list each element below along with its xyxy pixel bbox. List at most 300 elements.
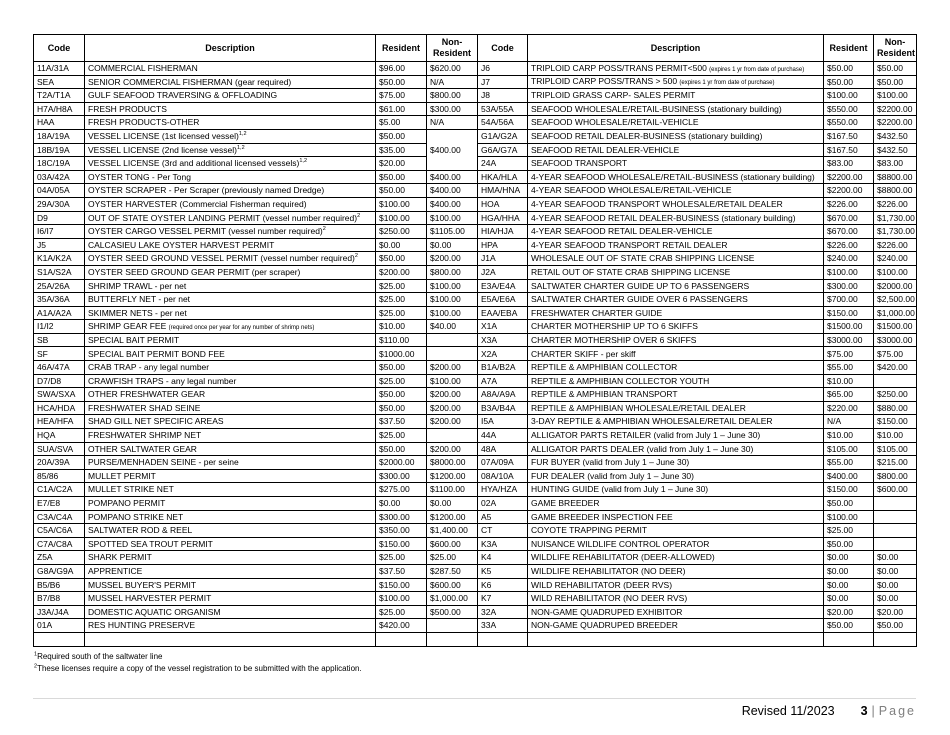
page-label: Page xyxy=(878,704,916,718)
left-resident-cell: $25.00 xyxy=(376,306,427,320)
table-row xyxy=(34,632,917,646)
left-code-cell: D7/D8 xyxy=(34,374,85,388)
right-resident-cell: $700.00 xyxy=(824,293,874,307)
right-description-cell xyxy=(528,524,824,538)
right-description-cell xyxy=(528,333,824,347)
left-resident-cell: $5.00 xyxy=(376,116,427,130)
left-description-cell xyxy=(85,211,376,225)
left-description-text: MULLET PERMIT xyxy=(88,470,156,481)
right-code-cell: X3A xyxy=(478,333,528,347)
left-non-resident-cell: $200.00 xyxy=(427,415,478,429)
left-description-text: VESSEL LICENSE (3rd and additional licensed vessels) xyxy=(88,158,300,169)
left-description-cell xyxy=(85,116,376,130)
right-description-cell xyxy=(528,347,824,361)
left-description-cell xyxy=(85,75,376,89)
right-resident-cell: $550.00 xyxy=(824,102,874,116)
right-description-text: SEAFOOD WHOLESALE/RETAIL-VEHICLE xyxy=(531,117,699,128)
right-code-cell: I5A xyxy=(478,415,528,429)
left-resident-cell: $50.00 xyxy=(376,75,427,89)
right-code-cell: K7 xyxy=(478,592,528,606)
right-resident-cell: $3000.00 xyxy=(824,333,874,347)
left-resident-cell: $100.00 xyxy=(376,211,427,225)
left-non-resident-cell: $100.00 xyxy=(427,374,478,388)
left-non-resident-cell: $287.50 xyxy=(427,564,478,578)
left-resident-cell: $250.00 xyxy=(376,225,427,239)
left-resident-cell: $50.00 xyxy=(376,388,427,402)
left-code-cell: J5 xyxy=(34,238,85,252)
left-resident-header: Resident xyxy=(376,35,427,62)
right-resident-cell: $50.00 xyxy=(824,62,874,76)
left-non-resident-cell: $1200.00 xyxy=(427,510,478,524)
right-non-resident-header: Non-Resident xyxy=(874,35,917,62)
left-empty-cell xyxy=(427,632,478,646)
right-non-resident-cell: $150.00 xyxy=(874,415,917,429)
table-row xyxy=(34,510,917,524)
right-non-resident-cell: $100.00 xyxy=(874,265,917,279)
left-description-cell xyxy=(85,605,376,619)
left-description-cell xyxy=(85,592,376,606)
left-resident-cell: $100.00 xyxy=(376,592,427,606)
right-non-resident-cell xyxy=(874,537,917,551)
right-non-resident-cell: $2000.00 xyxy=(874,279,917,293)
right-code-cell: A5 xyxy=(478,510,528,524)
right-resident-cell: $75.00 xyxy=(824,347,874,361)
right-resident-cell: $226.00 xyxy=(824,197,874,211)
left-resident-cell: $50.00 xyxy=(376,252,427,266)
left-non-resident-cell: $40.00 xyxy=(427,320,478,334)
left-description-cell xyxy=(85,483,376,497)
right-code-cell xyxy=(478,632,528,646)
table-row xyxy=(34,116,917,130)
left-resident-cell: $25.00 xyxy=(376,429,427,443)
right-description-cell xyxy=(528,320,824,334)
left-code-cell: T2A/T1A xyxy=(34,89,85,103)
right-description-cell xyxy=(528,497,824,511)
left-non-resident-cell xyxy=(427,347,478,361)
left-resident-cell: $50.00 xyxy=(376,184,427,198)
right-resident-cell: $50.00 xyxy=(824,537,874,551)
left-non-resident-cell: $100.00 xyxy=(427,279,478,293)
right-resident-cell: $10.00 xyxy=(824,374,874,388)
right-resident-cell: $100.00 xyxy=(824,265,874,279)
right-description-cell xyxy=(528,252,824,266)
right-resident-cell: $0.00 xyxy=(824,578,874,592)
table-row xyxy=(34,429,917,443)
left-description-note: (required once per year for any number of shrimp nets) xyxy=(168,325,315,332)
left-code-cell: C7A/C8A xyxy=(34,537,85,551)
left-description-text: SPECIAL BAIT PERMIT BOND FEE xyxy=(88,348,225,359)
left-description-cell xyxy=(85,320,376,334)
footnote-ref: 1,2 xyxy=(299,158,308,165)
left-non-resident-cell: $200.00 xyxy=(427,401,478,415)
right-code-cell: 54A/56A xyxy=(478,116,528,130)
table-row xyxy=(34,564,917,578)
right-description-cell xyxy=(528,157,824,171)
right-description-note: (expires 1 yr from date of purchase) xyxy=(709,66,805,73)
left-description-cell xyxy=(85,252,376,266)
left-description-text: FRESH PRODUCTS xyxy=(88,103,167,114)
right-resident-cell: $100.00 xyxy=(824,89,874,103)
left-resident-cell: $420.00 xyxy=(376,619,427,633)
table-row xyxy=(34,361,917,375)
fee-table xyxy=(33,34,917,647)
right-code-cell: J7 xyxy=(478,75,528,89)
fee-table-body xyxy=(34,62,917,647)
table-row xyxy=(34,333,917,347)
table-row xyxy=(34,483,917,497)
table-row xyxy=(34,401,917,415)
left-description-text: OYSTER CARGO VESSEL PERMIT (vessel number required) xyxy=(88,226,323,237)
right-description-text: TRIPLOID CARP POSS/TRANS > 500 xyxy=(531,76,678,87)
left-code-cell: C1A/C2A xyxy=(34,483,85,497)
left-non-resident-cell: $0.00 xyxy=(427,497,478,511)
right-description-text: 4-YEAR SEAFOOD TRANSPORT WHOLESALE/RETAIL DEALER xyxy=(531,198,783,209)
left-description-cell xyxy=(85,510,376,524)
right-resident-cell: $0.00 xyxy=(824,551,874,565)
right-resident-cell: $550.00 xyxy=(824,116,874,130)
right-code-header: Code xyxy=(478,35,528,62)
right-code-cell: 53A/55A xyxy=(478,102,528,116)
right-description-cell xyxy=(528,279,824,293)
left-code-cell: C5A/C6A xyxy=(34,524,85,538)
left-description-cell xyxy=(85,429,376,443)
left-resident-cell: $300.00 xyxy=(376,510,427,524)
left-description-text: BUTTERFLY NET - per net xyxy=(88,294,191,305)
table-row xyxy=(34,306,917,320)
table-row xyxy=(34,225,917,239)
left-code-cell: SF xyxy=(34,347,85,361)
left-resident-cell: $75.00 xyxy=(376,89,427,103)
right-description-text: SALTWATER CHARTER GUIDE UP TO 6 PASSENGERS xyxy=(531,280,750,291)
left-description-text: SHRIMP GEAR FEE xyxy=(88,321,167,332)
left-description-cell xyxy=(85,333,376,347)
left-description-text: APPRENTICE xyxy=(88,566,143,577)
right-resident-cell: $50.00 xyxy=(824,619,874,633)
table-row xyxy=(34,374,917,388)
left-description-cell xyxy=(85,184,376,198)
fee-table-container xyxy=(33,34,916,647)
left-code-cell: SEA xyxy=(34,75,85,89)
left-description-cell xyxy=(85,157,376,171)
table-row xyxy=(34,184,917,198)
left-non-resident-cell: $800.00 xyxy=(427,89,478,103)
left-description-text: FRESHWATER SHAD SEINE xyxy=(88,402,201,413)
right-non-resident-cell: $250.00 xyxy=(874,388,917,402)
left-description-text: DOMESTIC AQUATIC ORGANISM xyxy=(88,606,221,617)
left-description-cell xyxy=(85,524,376,538)
left-resident-cell: $0.00 xyxy=(376,238,427,252)
left-description-text: CALCASIEU LAKE OYSTER HARVEST PERMIT xyxy=(88,239,275,250)
table-row xyxy=(34,497,917,511)
right-description-text: SEAFOOD WHOLESALE/RETAIL-BUSINESS (stationary building) xyxy=(531,103,782,114)
left-resident-cell: $150.00 xyxy=(376,578,427,592)
right-description-text: WILD REHABILITATOR (DEER RVS) xyxy=(531,579,673,590)
right-non-resident-cell: $1500.00 xyxy=(874,320,917,334)
left-non-resident-cell: $25.00 xyxy=(427,551,478,565)
right-code-cell: J2A xyxy=(478,265,528,279)
table-row xyxy=(34,279,917,293)
left-resident-cell: $50.00 xyxy=(376,401,427,415)
right-code-cell: CT xyxy=(478,524,528,538)
left-resident-cell: $25.00 xyxy=(376,374,427,388)
left-non-resident-cell xyxy=(427,333,478,347)
right-non-resident-cell: $8800.00 xyxy=(874,184,917,198)
left-description-text: RES HUNTING PRESERVE xyxy=(88,620,196,631)
table-row xyxy=(34,170,917,184)
right-code-cell: HOA xyxy=(478,197,528,211)
right-code-cell: J6 xyxy=(478,62,528,76)
left-resident-cell: $200.00 xyxy=(376,265,427,279)
right-non-resident-cell: $1,000.00 xyxy=(874,306,917,320)
left-description-text: FRESHWATER SHRIMP NET xyxy=(88,430,202,441)
left-description-cell xyxy=(85,279,376,293)
left-description-text: SKIMMER NETS - per net xyxy=(88,307,187,318)
right-non-resident-cell: $432.50 xyxy=(874,143,917,157)
right-description-text: WILDLIFE REHABILITATOR (NO DEER) xyxy=(531,566,686,577)
left-non-resident-cell: $620.00 xyxy=(427,62,478,76)
right-description-cell xyxy=(528,184,824,198)
footnote-1-text: Required south of the saltwater line xyxy=(37,652,163,661)
right-non-resident-cell: $10.00 xyxy=(874,429,917,443)
right-description-text: HUNTING GUIDE (valid from July 1 – June 30) xyxy=(531,484,709,495)
right-code-cell: HIA/HJA xyxy=(478,225,528,239)
right-code-cell: K5 xyxy=(478,564,528,578)
left-non-resident-cell: $300.00 xyxy=(427,102,478,116)
left-code-cell: B7/B8 xyxy=(34,592,85,606)
right-resident-cell: $83.00 xyxy=(824,157,874,171)
right-resident-cell: $0.00 xyxy=(824,564,874,578)
right-description-text: 4-YEAR SEAFOOD WHOLESALE/RETAIL-VEHICLE xyxy=(531,185,732,196)
left-description-text: FRESH PRODUCTS-OTHER xyxy=(88,117,200,128)
left-non-resident-cell: $400.00 xyxy=(427,129,478,170)
left-description-cell xyxy=(85,497,376,511)
right-description-text: 4-YEAR SEAFOOD RETAIL DEALER-BUSINESS (stationary building) xyxy=(531,212,796,223)
left-code-cell: HEA/HFA xyxy=(34,415,85,429)
right-code-cell: X2A xyxy=(478,347,528,361)
right-resident-cell: $300.00 xyxy=(824,279,874,293)
right-code-cell: J8 xyxy=(478,89,528,103)
right-description-cell xyxy=(528,361,824,375)
right-description-text: NUISANCE WILDLIFE CONTROL OPERATOR xyxy=(531,538,710,549)
right-non-resident-cell: $1,730.00 xyxy=(874,211,917,225)
right-description-text: WILDLIFE REHABILITATOR (DEER-ALLOWED) xyxy=(531,552,715,563)
right-resident-cell: $240.00 xyxy=(824,252,874,266)
right-non-resident-cell: $2,500.00 xyxy=(874,293,917,307)
right-description-cell xyxy=(528,116,824,130)
left-description-text: SPECIAL BAIT PERMIT xyxy=(88,334,180,345)
footnote-2-text: These licenses require a copy of the vessel registration to be submitted with the application. xyxy=(37,664,362,673)
right-description-cell xyxy=(528,89,824,103)
left-description-cell xyxy=(85,564,376,578)
right-description-text: REPTILE & AMPHIBIAN COLLECTOR xyxy=(531,362,678,373)
left-code-cell: HAA xyxy=(34,116,85,130)
left-description-text: CRAB TRAP - any legal number xyxy=(88,362,210,373)
left-code-cell: 18B/19A xyxy=(34,143,85,157)
left-description-cell xyxy=(85,537,376,551)
right-description-cell xyxy=(528,265,824,279)
left-code-cell: Z5A xyxy=(34,551,85,565)
left-resident-cell: $96.00 xyxy=(376,62,427,76)
right-resident-cell xyxy=(824,632,874,646)
right-description-cell xyxy=(528,415,824,429)
left-non-resident-cell: $400.00 xyxy=(427,170,478,184)
right-code-cell: G1A/G2A xyxy=(478,129,528,143)
right-description-cell xyxy=(528,483,824,497)
right-description-cell xyxy=(528,388,824,402)
right-description-cell xyxy=(528,429,824,443)
table-row xyxy=(34,592,917,606)
left-empty-cell xyxy=(376,632,427,646)
left-resident-cell: $25.00 xyxy=(376,279,427,293)
left-non-resident-cell: $1200.00 xyxy=(427,469,478,483)
table-header-row xyxy=(34,35,917,62)
page-footer xyxy=(742,704,916,718)
left-non-resident-cell: $600.00 xyxy=(427,578,478,592)
right-code-cell: E5A/E6A xyxy=(478,293,528,307)
left-description-cell xyxy=(85,62,376,76)
right-description-text: RETAIL OUT OF STATE CRAB SHIPPING LICENSE xyxy=(531,266,731,277)
right-code-cell: X1A xyxy=(478,320,528,334)
left-code-cell: K1A/K2A xyxy=(34,252,85,266)
right-non-resident-cell: $240.00 xyxy=(874,252,917,266)
left-resident-cell: $1000.00 xyxy=(376,347,427,361)
left-resident-cell: $35.00 xyxy=(376,143,427,157)
table-row xyxy=(34,238,917,252)
right-description-cell xyxy=(528,374,824,388)
left-description-cell xyxy=(85,143,376,157)
footnote-2-mark: 2 xyxy=(34,663,38,670)
right-code-cell: J1A xyxy=(478,252,528,266)
right-code-cell: K6 xyxy=(478,578,528,592)
right-code-cell: G6A/G7A xyxy=(478,143,528,157)
left-description-text: OUT OF STATE OYSTER LANDING PERMIT (vessel number required) xyxy=(88,212,358,223)
right-resident-cell: $50.00 xyxy=(824,75,874,89)
right-description-text: COYOTE TRAPPING PERMIT xyxy=(531,525,648,536)
left-code-cell: S1A/S2A xyxy=(34,265,85,279)
left-non-resident-header: Non-Resident xyxy=(427,35,478,62)
right-non-resident-cell: $800.00 xyxy=(874,469,917,483)
left-code-cell: 35A/36A xyxy=(34,293,85,307)
table-row xyxy=(34,197,917,211)
right-resident-cell: $150.00 xyxy=(824,306,874,320)
right-description-text: GAME BREEDER xyxy=(531,498,600,509)
left-description-cell xyxy=(85,265,376,279)
left-description-cell xyxy=(85,225,376,239)
left-resident-cell: $110.00 xyxy=(376,333,427,347)
left-description-cell xyxy=(85,551,376,565)
table-row xyxy=(34,388,917,402)
right-code-cell: 48A xyxy=(478,442,528,456)
left-description-cell xyxy=(85,442,376,456)
right-description-header: Description xyxy=(528,35,824,62)
right-description-text: REPTILE & AMPHIBIAN TRANSPORT xyxy=(531,389,678,400)
left-non-resident-cell: $1,400.00 xyxy=(427,524,478,538)
left-description-cell xyxy=(85,89,376,103)
right-non-resident-cell: $226.00 xyxy=(874,197,917,211)
right-resident-cell: $10.00 xyxy=(824,429,874,443)
table-row xyxy=(34,211,917,225)
right-description-text: SEAFOOD RETAIL DEALER-VEHICLE xyxy=(531,144,680,155)
left-description-cell xyxy=(85,361,376,375)
left-non-resident-cell: N/A xyxy=(427,75,478,89)
footnote-ref: 1,2 xyxy=(236,144,245,151)
left-description-text: COMMERCIAL FISHERMAN xyxy=(88,63,198,74)
left-resident-cell: $10.00 xyxy=(376,320,427,334)
right-description-text: SALTWATER CHARTER GUIDE OVER 6 PASSENGERS xyxy=(531,294,748,305)
left-description-cell xyxy=(85,238,376,252)
left-description-text: SHRIMP TRAWL - per net xyxy=(88,280,187,291)
left-description-cell xyxy=(85,401,376,415)
right-description-cell xyxy=(528,401,824,415)
footnote-ref: 2 xyxy=(357,212,361,219)
right-code-cell: HKA/HLA xyxy=(478,170,528,184)
right-non-resident-cell: $432.50 xyxy=(874,129,917,143)
right-description-text: SEAFOOD RETAIL DEALER-BUSINESS (stationary building) xyxy=(531,131,763,142)
left-code-cell: SWA/SXA xyxy=(34,388,85,402)
right-description-text: NON-GAME QUADRUPED BREEDER xyxy=(531,620,678,631)
left-code-header: Code xyxy=(34,35,85,62)
right-non-resident-cell: $105.00 xyxy=(874,442,917,456)
revision-date: Revised 11/2023 xyxy=(741,704,835,718)
left-description-cell xyxy=(85,293,376,307)
left-description-text: OYSTER HARVESTER (Commercial Fisherman required) xyxy=(88,198,307,209)
left-non-resident-cell: $1100.00 xyxy=(427,483,478,497)
left-non-resident-cell: $100.00 xyxy=(427,306,478,320)
left-non-resident-cell: $200.00 xyxy=(427,361,478,375)
right-non-resident-cell: $0.00 xyxy=(874,592,917,606)
footnotes xyxy=(34,651,362,675)
right-description-text: CHARTER SKIFF - per skiff xyxy=(531,348,636,359)
left-resident-cell: $50.00 xyxy=(376,442,427,456)
right-description-cell xyxy=(528,619,824,633)
right-description-cell xyxy=(528,62,824,76)
left-non-resident-cell: N/A xyxy=(427,116,478,130)
left-resident-cell: $61.00 xyxy=(376,102,427,116)
left-description-cell xyxy=(85,102,376,116)
right-non-resident-cell: $2200.00 xyxy=(874,102,917,116)
left-resident-cell: $50.00 xyxy=(376,170,427,184)
left-resident-cell: $350.00 xyxy=(376,524,427,538)
right-non-resident-cell: $8800.00 xyxy=(874,170,917,184)
left-code-cell: SUA/SVA xyxy=(34,442,85,456)
left-description-text: OYSTER SEED GROUND GEAR PERMIT (per scraper) xyxy=(88,266,301,277)
right-description-text: REPTILE & AMPHIBIAN COLLECTOR YOUTH xyxy=(531,375,710,386)
left-code-cell: C3A/C4A xyxy=(34,510,85,524)
right-description-cell xyxy=(528,306,824,320)
right-resident-header: Resident xyxy=(824,35,874,62)
right-description-cell xyxy=(528,605,824,619)
left-code-cell: H7A/H8A xyxy=(34,102,85,116)
right-non-resident-cell: $50.00 xyxy=(874,619,917,633)
left-description-cell xyxy=(85,129,376,143)
right-resident-cell: $0.00 xyxy=(824,592,874,606)
left-code-cell: 18C/19A xyxy=(34,157,85,171)
right-resident-cell: $670.00 xyxy=(824,211,874,225)
right-description-text: 4-YEAR SEAFOOD TRANSPORT RETAIL DEALER xyxy=(531,239,728,250)
right-resident-cell: $670.00 xyxy=(824,225,874,239)
table-row xyxy=(34,551,917,565)
table-row xyxy=(34,102,917,116)
table-row xyxy=(34,619,917,633)
footnote-ref: 1,2 xyxy=(238,131,247,138)
right-code-cell: HGA/HHA xyxy=(478,211,528,225)
left-resident-cell: $0.00 xyxy=(376,497,427,511)
left-description-cell xyxy=(85,388,376,402)
table-row xyxy=(34,89,917,103)
right-description-text: FUR BUYER (valid from July 1 – June 30) xyxy=(531,457,690,468)
table-row xyxy=(34,469,917,483)
right-description-cell xyxy=(528,632,824,646)
